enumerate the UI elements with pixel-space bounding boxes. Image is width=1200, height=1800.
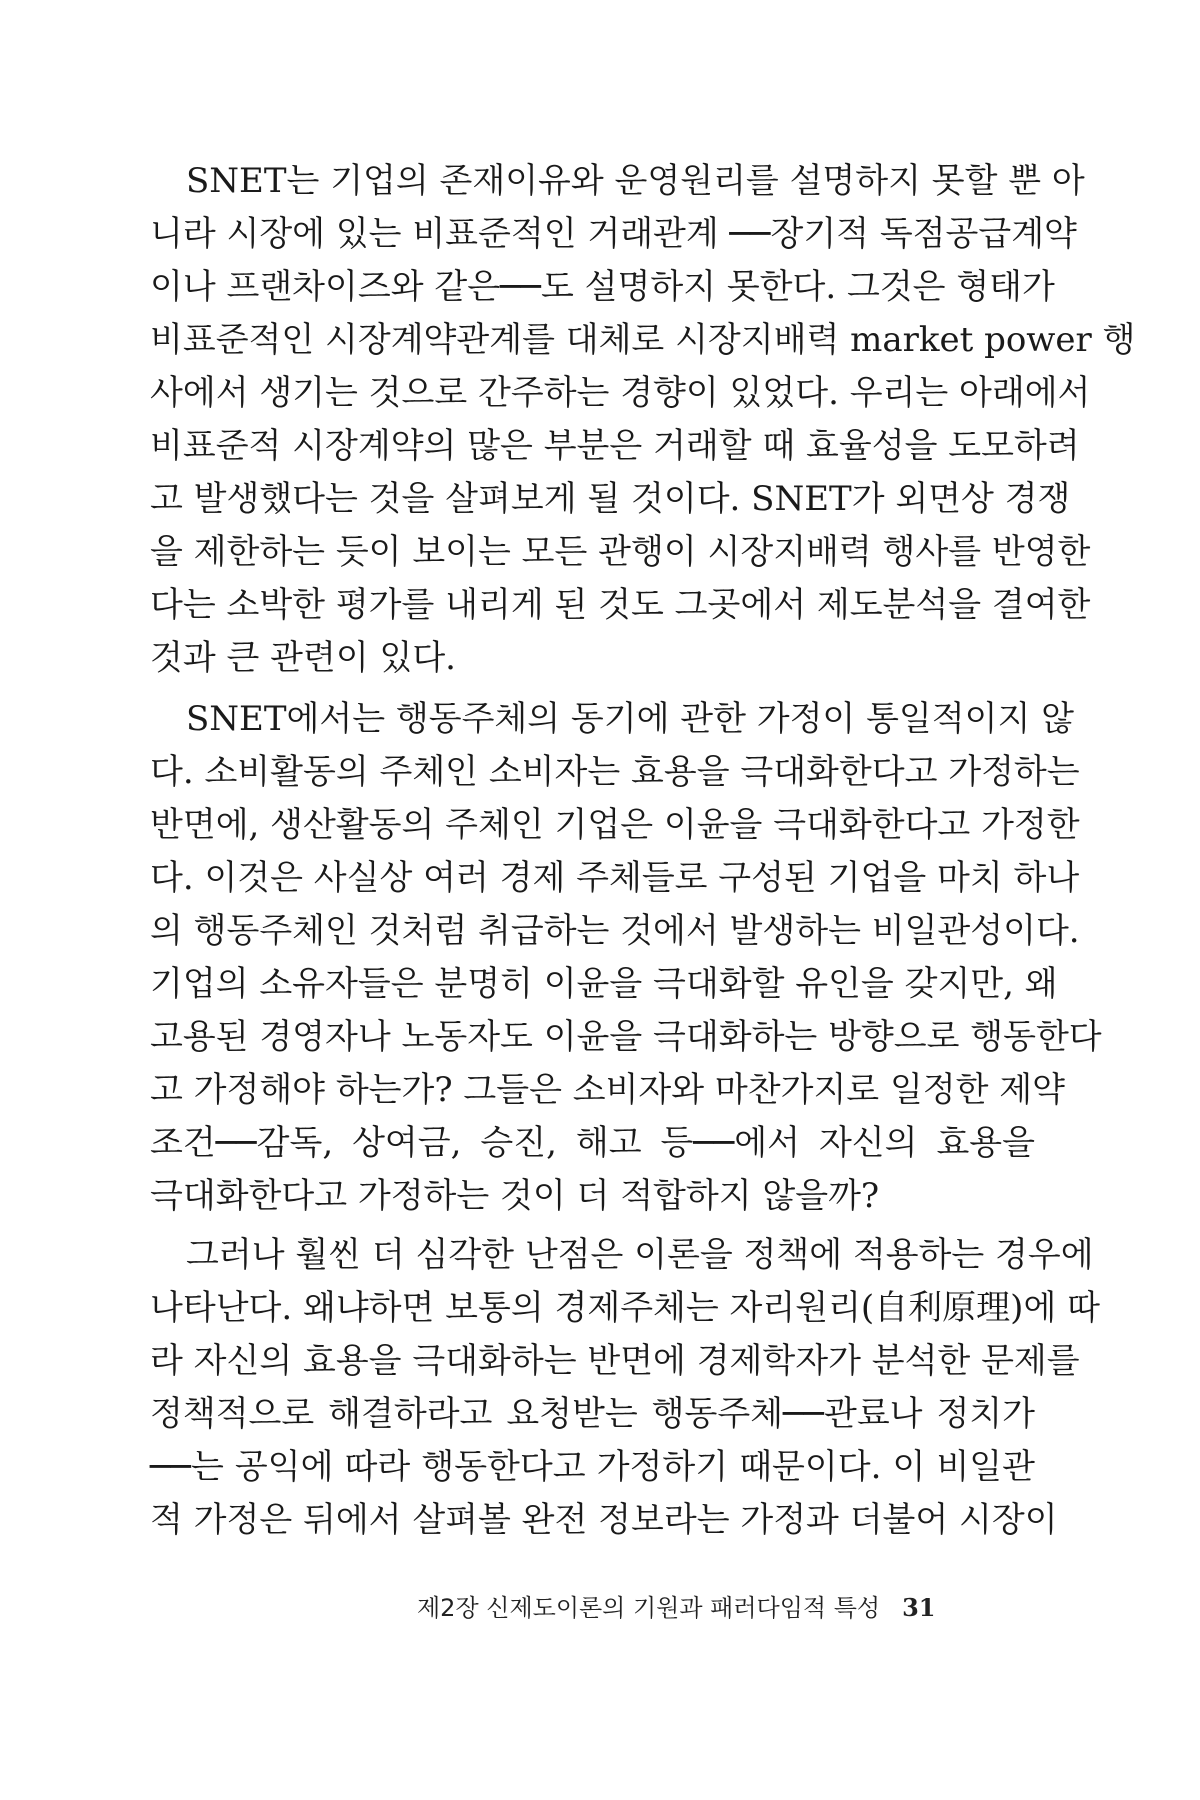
body-text-line: 나타난다. 왜냐하면 보통의 경제주체는 자리원리(自利原理)에 따 bbox=[150, 1288, 1100, 1328]
body-text-line: 다. 이것은 사실상 여러 경제 주체들로 구성된 기업을 마치 하나 bbox=[150, 858, 1080, 898]
body-text-line: 고 발생했다는 것을 살펴보게 될 것이다. SNET가 외면상 경쟁 bbox=[150, 479, 1071, 519]
running-footer bbox=[417, 1592, 1035, 1624]
body-text-line: 반면에, 생산활동의 주체인 기업은 이윤을 극대화한다고 가정한 bbox=[150, 805, 1080, 845]
body-text-line: 을 제한하는 듯이 보이는 모든 관행이 시장지배력 행사를 반영한 bbox=[150, 532, 1091, 572]
body-text-line: 정책적으로 해결하라고 요청받는 행동주체──관료나 정치가 bbox=[150, 1394, 1035, 1434]
page-number: 31 bbox=[902, 1593, 936, 1622]
body-text-line: 적 가정은 뒤에서 살펴볼 완전 정보라는 가정과 더불어 시장이 bbox=[150, 1500, 1058, 1540]
body-text-line: 고용된 경영자나 노동자도 이윤을 극대화하는 방향으로 행동한다 bbox=[150, 1017, 1102, 1057]
body-text-line: 고 가정해야 하는가? 그들은 소비자와 마찬가지로 일정한 제약 bbox=[150, 1070, 1065, 1110]
body-text-line: 것과 큰 관련이 있다. bbox=[150, 638, 456, 678]
body-text-line: 극대화한다고 가정하는 것이 더 적합하지 않을까? bbox=[150, 1176, 880, 1216]
body-text-line: SNET는 기업의 존재이유와 운영원리를 설명하지 못할 뿐 아 bbox=[186, 161, 1085, 201]
body-text-line: 다. 소비활동의 주체인 소비자는 효용을 극대화한다고 가정하는 bbox=[150, 752, 1080, 792]
body-text-line: SNET에서는 행동주체의 동기에 관한 가정이 통일적이지 않 bbox=[186, 699, 1074, 739]
body-text-line: 조건──감독, 상여금, 승진, 해고 등──에서 자신의 효용을 bbox=[150, 1123, 1035, 1163]
body-text-line: 라 자신의 효용을 극대화하는 반면에 경제학자가 분석한 문제를 bbox=[150, 1341, 1080, 1381]
body-text-line: 의 행동주체인 것처럼 취급하는 것에서 발생하는 비일관성이다. bbox=[150, 911, 1080, 951]
body-text-line: 기업의 소유자들은 분명히 이윤을 극대화할 유인을 갖지만, 왜 bbox=[150, 964, 1058, 1004]
body-text-line: 비표준적 시장계약의 많은 부분은 거래할 때 효율성을 도모하려 bbox=[150, 426, 1080, 466]
body-text-line: ──는 공익에 따라 행동한다고 가정하기 때문이다. 이 비일관 bbox=[150, 1447, 1035, 1487]
chapter-title: 제2장 신제도이론의 기원과 패러다임적 특성 bbox=[417, 1594, 881, 1622]
body-text-line: 니라 시장에 있는 비표준적인 거래관계 ──장기적 독점공급계약 bbox=[150, 214, 1077, 254]
body-text-line: 비표준적인 시장계약관계를 대체로 시장지배력 market power 행 bbox=[150, 320, 1136, 360]
body-text-line: 다는 소박한 평가를 내리게 된 것도 그곳에서 제도분석을 결여한 bbox=[150, 585, 1091, 625]
body-text-line: 사에서 생기는 것으로 간주하는 경향이 있었다. 우리는 아래에서 bbox=[150, 373, 1091, 413]
body-text-line: 이나 프랜차이즈와 같은──도 설명하지 못한다. 그것은 형태가 bbox=[150, 267, 1055, 307]
body-text-line: 그러나 훨씬 더 심각한 난점은 이론을 정책에 적용하는 경우에 bbox=[186, 1235, 1094, 1275]
